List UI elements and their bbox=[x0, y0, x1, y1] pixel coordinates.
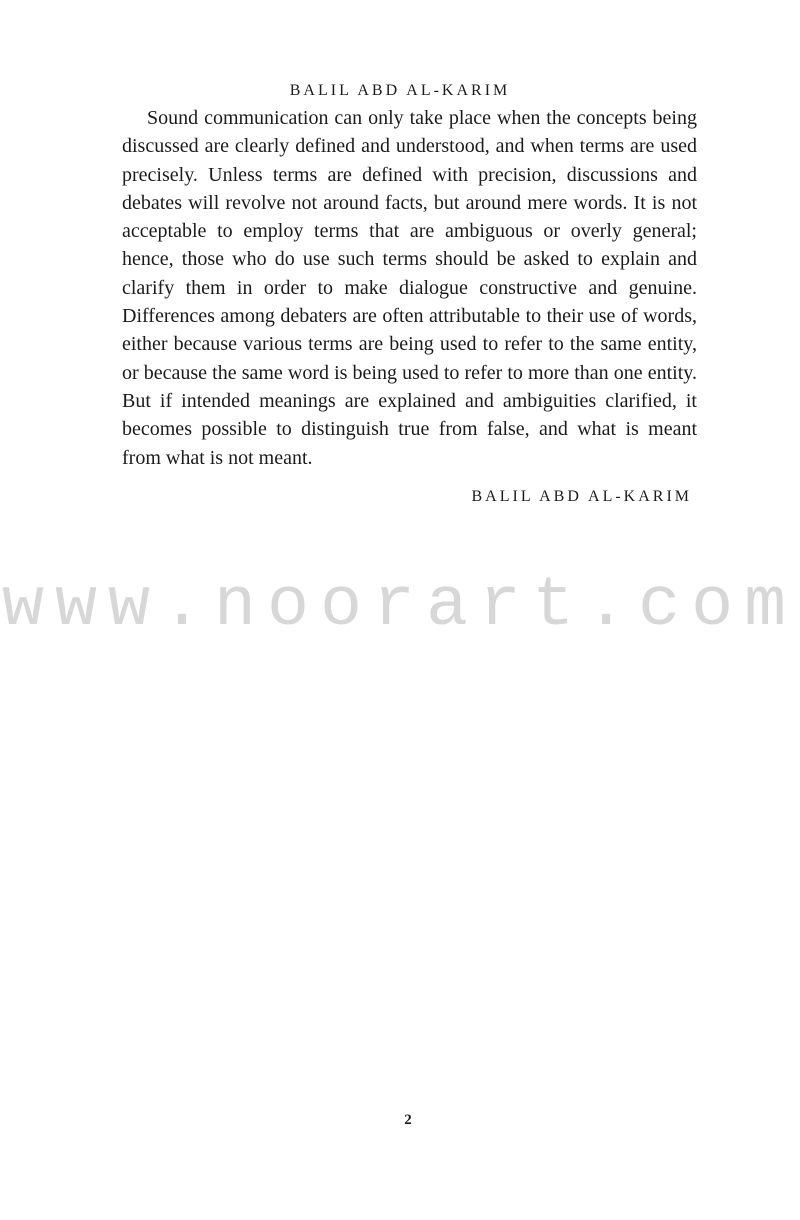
watermark-text: www.noorart.com bbox=[2, 567, 798, 646]
page-number: 2 bbox=[404, 1112, 412, 1128]
author-attribution: BALIL ABD AL-KARIM bbox=[471, 488, 692, 505]
running-header: BALIL ABD AL-KARIM bbox=[289, 82, 511, 99]
body-paragraph: Sound communication can only take place when the concepts being discussed are clearly defined and understood, and when terms are used precisely. Unless terms are defined with precision, discussions and debates will revolve not around facts, but around mere words. It is not acceptable to employ terms that are ambiguous or overly general; hence, those who do use such terms should be asked to explain and clarify them in order to make dialogue constructive and genuine. Differences among debaters are often attributable to their use of words, either because various terms are being used to refer to the same entity, or because the same word is being used to refer to more than one entity. But if intended meanings are explained and ambiguities clarified, it becomes possible to distinguish true from false, and what is meant from what is not meant. bbox=[122, 107, 697, 469]
